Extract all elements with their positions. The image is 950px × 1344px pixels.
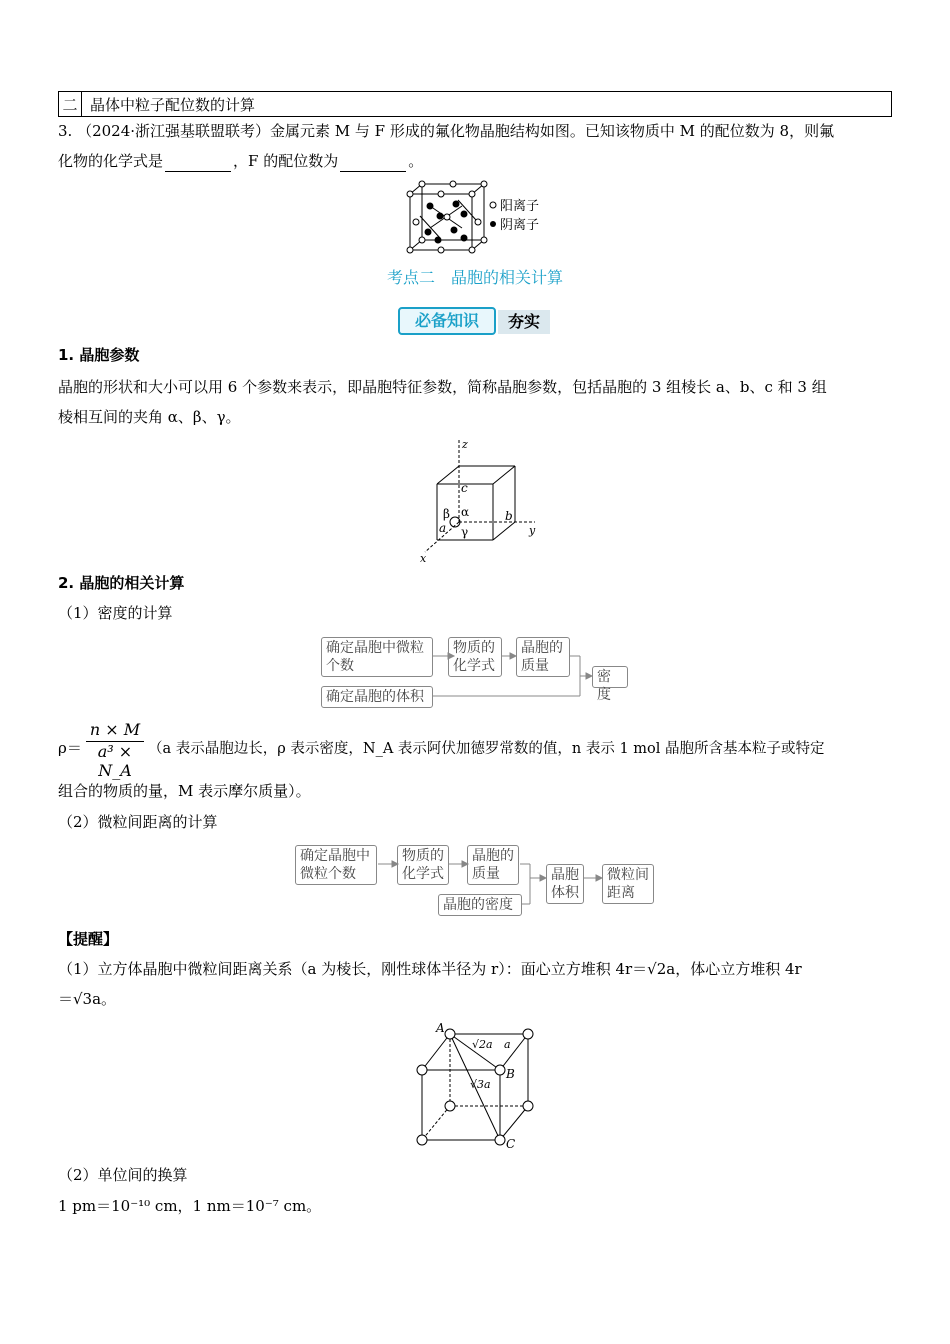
section-title-box xyxy=(58,91,892,117)
topic-heading: 考点二 晶胞的相关计算 xyxy=(386,268,563,287)
flow1-box-volume: 确定晶胞的体积 xyxy=(321,686,433,708)
axis-y: y xyxy=(529,524,536,537)
q3-text-c: 。 xyxy=(408,152,424,170)
badge-left: 必备知识 xyxy=(398,307,496,335)
flow2-box-count: 确定晶胞中微粒个数 xyxy=(295,845,377,885)
fluoride-cell-figure xyxy=(400,180,560,260)
p2-sub1: （1）密度的计算 xyxy=(58,604,173,622)
flow2-box-formula: 物质的化学式 xyxy=(397,845,449,885)
q3-text-b: ，F 的配位数为 xyxy=(233,152,339,170)
point-B: B xyxy=(506,1067,515,1081)
section-number: 二 xyxy=(59,92,82,116)
flow2-box-volume: 晶胞体积 xyxy=(546,864,584,904)
p2-sub2: （2）微粒间距离的计算 xyxy=(58,813,218,831)
reminder-heading: 【提醒】 xyxy=(58,930,119,948)
point-A: A xyxy=(436,1021,445,1035)
flow1-box-density: 密度 xyxy=(592,666,628,688)
flow2-box-mass: 晶胞的质量 xyxy=(467,845,519,885)
knowledge-badge xyxy=(398,307,553,335)
q3-line1: 3. （2024·浙江强基联盟联考）金属元素 M 与 F 形成的氟化物晶胞结构如图。已知该物质中 M 的配位数为 8，则氟 xyxy=(58,122,835,140)
formula-lhs: ρ＝ xyxy=(58,739,82,757)
label-a: a xyxy=(439,521,447,535)
legend-anion: 阴离子 xyxy=(500,218,540,233)
answer-blank-coordination[interactable] xyxy=(340,155,406,172)
cube-distance-figure xyxy=(408,1020,548,1154)
flow2-box-density: 晶胞的密度 xyxy=(438,894,522,916)
unit-conversion: 1 pm＝10⁻¹⁰ cm，1 nm＝10⁻⁷ cm。 xyxy=(58,1197,322,1215)
label-c: c xyxy=(461,481,468,495)
p1-heading: 1. 晶胞参数 xyxy=(58,346,140,364)
label-edge: a xyxy=(504,1038,511,1051)
p2-heading: 2. 晶胞的相关计算 xyxy=(58,574,185,592)
label-body-diag: √3a xyxy=(470,1078,491,1091)
flow2-box-distance: 微粒间距离 xyxy=(602,864,654,904)
q3-line2 xyxy=(58,150,423,172)
formula-desc2: 组合的物质的量，M 表示摩尔质量）。 xyxy=(58,782,311,800)
answer-blank-formula[interactable] xyxy=(165,155,231,172)
axis-x: x xyxy=(420,552,427,564)
formula-desc1: （a 表示晶胞边长，ρ 表示密度，N_A 表示阿伏加德罗常数的值，n 表示 1 mol 晶胞所含基本粒子或特定 xyxy=(148,741,825,757)
label-face-diag: √2a xyxy=(472,1038,493,1051)
q3-text-a: 化物的化学式是 xyxy=(58,152,164,170)
reminder-line2: ＝√3a。 xyxy=(58,990,117,1008)
cell-parameter-figure xyxy=(415,436,545,564)
density-formula xyxy=(86,720,144,780)
label-alpha: α xyxy=(461,505,470,519)
reminder-sub2: （2）单位间的换算 xyxy=(58,1166,188,1184)
reminder-line1: （1）立方体晶胞中微粒间距离关系（a 为棱长，刚性球体半径为 r）：面心立方堆积 4r＝√2a，体心立方堆积 4r xyxy=(58,960,802,978)
p1-line1: 晶胞的形状和大小可以用 6 个参数来表示，即晶胞特征参数，简称晶胞参数，包括晶胞的 3 组棱长 a、b、c 和 3 组 xyxy=(58,378,827,396)
flow1-box-formula: 物质的化学式 xyxy=(448,637,502,677)
formula-numerator: n × M xyxy=(86,720,144,742)
badge-right: 夯实 xyxy=(498,310,550,334)
flow1-box-mass: 晶胞的质量 xyxy=(516,637,570,677)
point-C: C xyxy=(506,1137,516,1151)
p1-line2: 棱相互间的夹角 α、β、γ。 xyxy=(58,408,241,426)
legend-cation: 阳离子 xyxy=(500,199,540,214)
label-gamma: γ xyxy=(461,525,469,539)
flow1-box-count: 确定晶胞中微粒个数 xyxy=(321,637,433,677)
label-b: b xyxy=(505,509,513,523)
axis-z: z xyxy=(462,438,468,451)
section-title: 晶体中粒子配位数的计算 xyxy=(90,95,256,114)
formula-denominator: a³ × N_A xyxy=(97,742,133,780)
label-beta: β xyxy=(443,507,450,521)
